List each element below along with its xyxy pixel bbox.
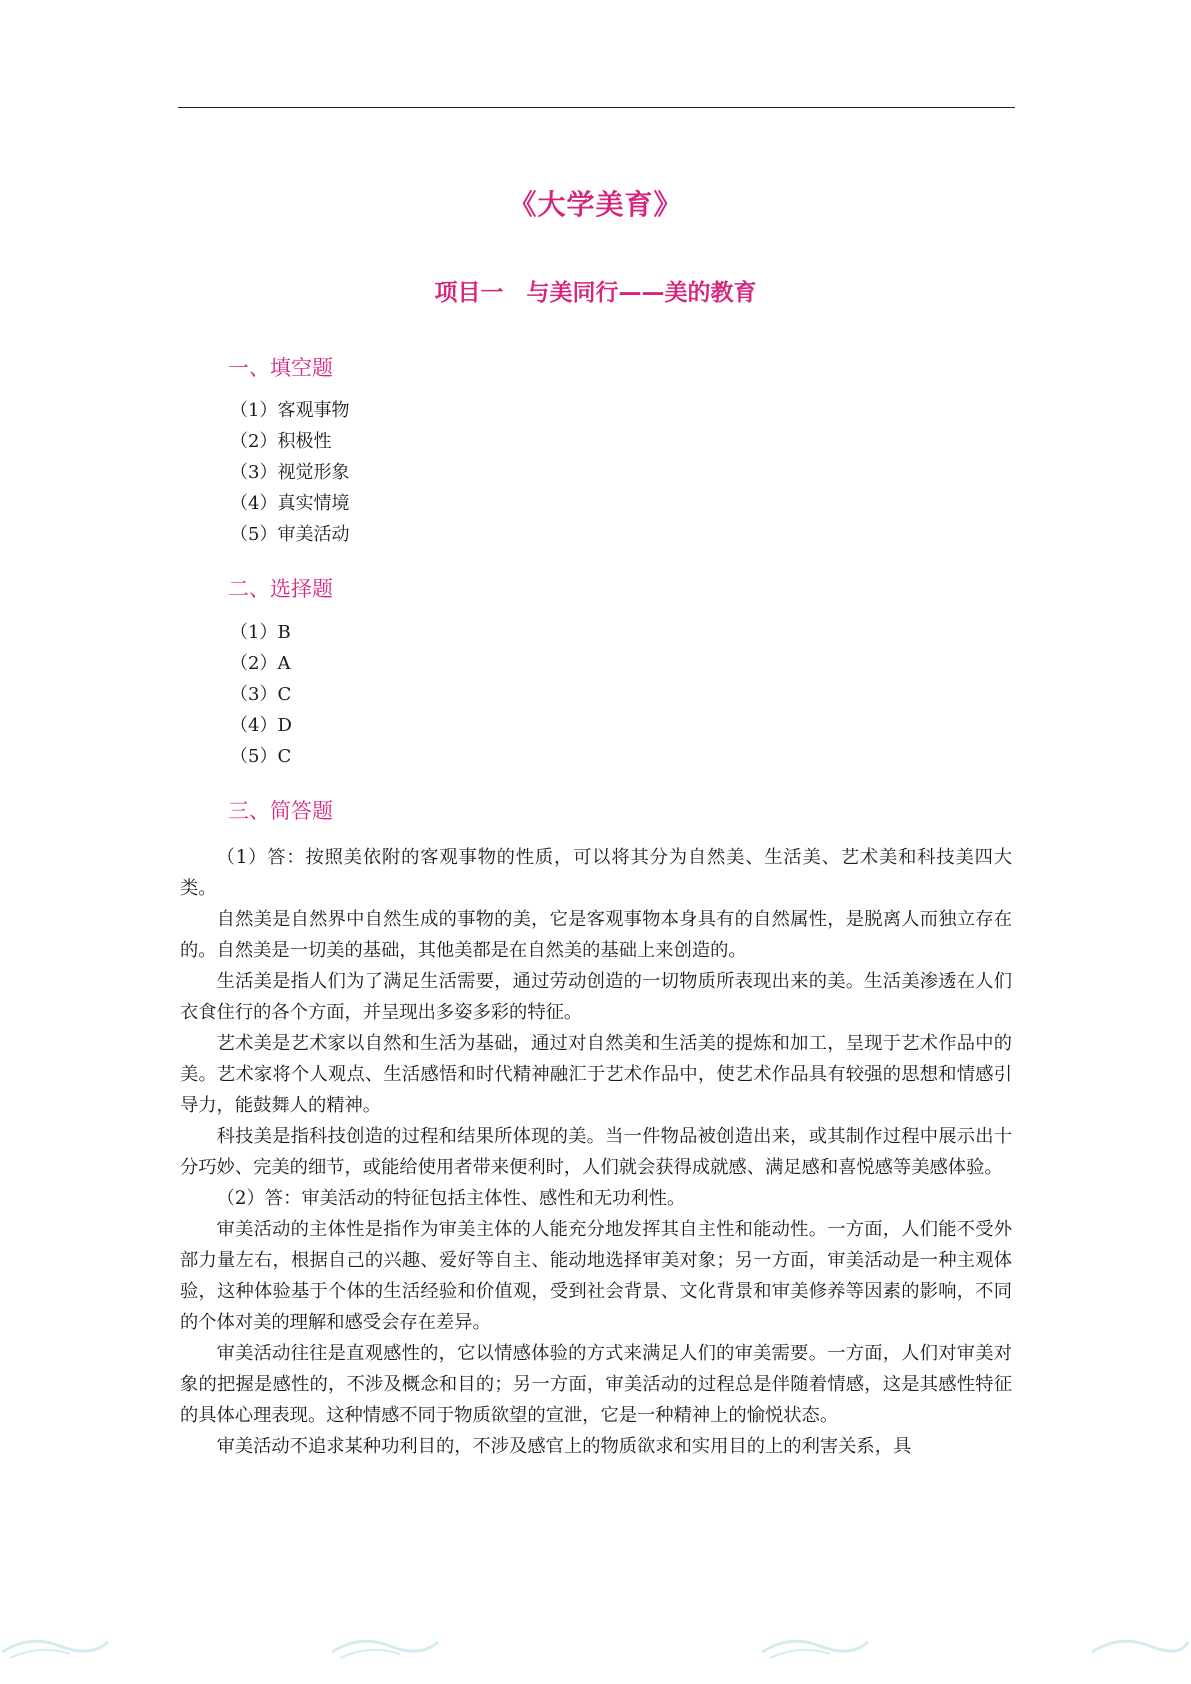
answer-paragraph: （1）答：按照美依附的客观事物的性质，可以将其分为自然美、生活美、艺术美和科技美四大类。 [180,847,1012,899]
book-title: 《大学美育》 [508,188,683,221]
choice-answer: （2）A [230,653,291,674]
choice-answer: （1）B [230,622,291,643]
watermark-logo [1090,1632,1190,1660]
answer-paragraph: 审美活动不追求某种功利目的，不涉及感官上的物质欲求和实用目的上的利害关系，具 [216,1436,912,1457]
answer-paragraph: 审美活动往往是直观感性的，它以情感体验的方式来满足人们的审美需要。一方面，人们对审美对象的把握是感性的，不涉及概念和目的；另一方面，审美活动的过程总是伴随着情感，这是其感性特征的具体心理表现。这种情感不同于物质欲望的宣泄，它是一种精神上的愉悦状态。 [180,1343,1012,1426]
section-heading-fill-blank: 一、填空题 [228,356,333,380]
watermark-logo [330,1632,440,1660]
fill-blank-answer: （1）客观事物 [230,400,350,421]
chapter-title: 项目一 与美同行——美的教育 [434,280,757,306]
fill-blank-answer: （2）积极性 [230,431,332,452]
watermark-logo [0,1632,110,1660]
answer-paragraph: 生活美是指人们为了满足生活需要，通过劳动创造的一切物质所表现出来的美。生活美渗透在人们衣食住行的各个方面，并呈现出多姿多彩的特征。 [180,971,1012,1023]
section-heading-short-answer: 三、简答题 [228,799,333,823]
answer-paragraph: 科技美是指科技创造的过程和结果所体现的美。当一件物品被创造出来，或其制作过程中展示出十分巧妙、完美的细节，或能给使用者带来便利时，人们就会获得成就感、满足感和喜悦感等美感体验。 [180,1126,1012,1178]
fill-blank-answer: （4）真实情境 [230,493,350,514]
answer-paragraph: （2）答：审美活动的特征包括主体性、感性和无功利性。 [216,1188,686,1209]
answer-paragraph: 自然美是自然界中自然生成的事物的美，它是客观事物本身具有的自然属性，是脱离人而独立存在的。自然美是一切美的基础，其他美都是在自然美的基础上来创造的。 [180,909,1012,961]
header-rule [178,107,1015,108]
choice-answer: （5）C [230,746,292,767]
section-heading-choice: 二、选择题 [228,577,333,601]
choice-answer: （4）D [230,715,292,736]
watermark-logo [760,1632,870,1660]
short-answer-body [180,842,1012,1462]
answer-paragraph: 审美活动的主体性是指作为审美主体的人能充分地发挥其自主性和能动性。一方面，人们能不受外部力量左右，根据自己的兴趣、爱好等自主、能动地选择审美对象；另一方面，审美活动是一种主观体验，这种体验基于个体的生活经验和价值观，受到社会背景、文化背景和审美修养等因素的影响，不同的个体对美的理解和感受会存在差异。 [180,1219,1012,1333]
answer-paragraph: 艺术美是艺术家以自然和生活为基础，通过对自然美和生活美的提炼和加工，呈现于艺术作品中的美。艺术家将个人观点、生活感悟和时代精神融汇于艺术作品中，使艺术作品具有较强的思想和情感引导力，能鼓舞人的精神。 [180,1033,1012,1116]
fill-blank-answer: （3）视觉形象 [230,462,350,483]
fill-blank-answer: （5）审美活动 [230,524,350,545]
choice-answer: （3）C [230,684,292,705]
fill-blank-answer-list [230,395,349,550]
choice-answer-list [230,617,292,772]
